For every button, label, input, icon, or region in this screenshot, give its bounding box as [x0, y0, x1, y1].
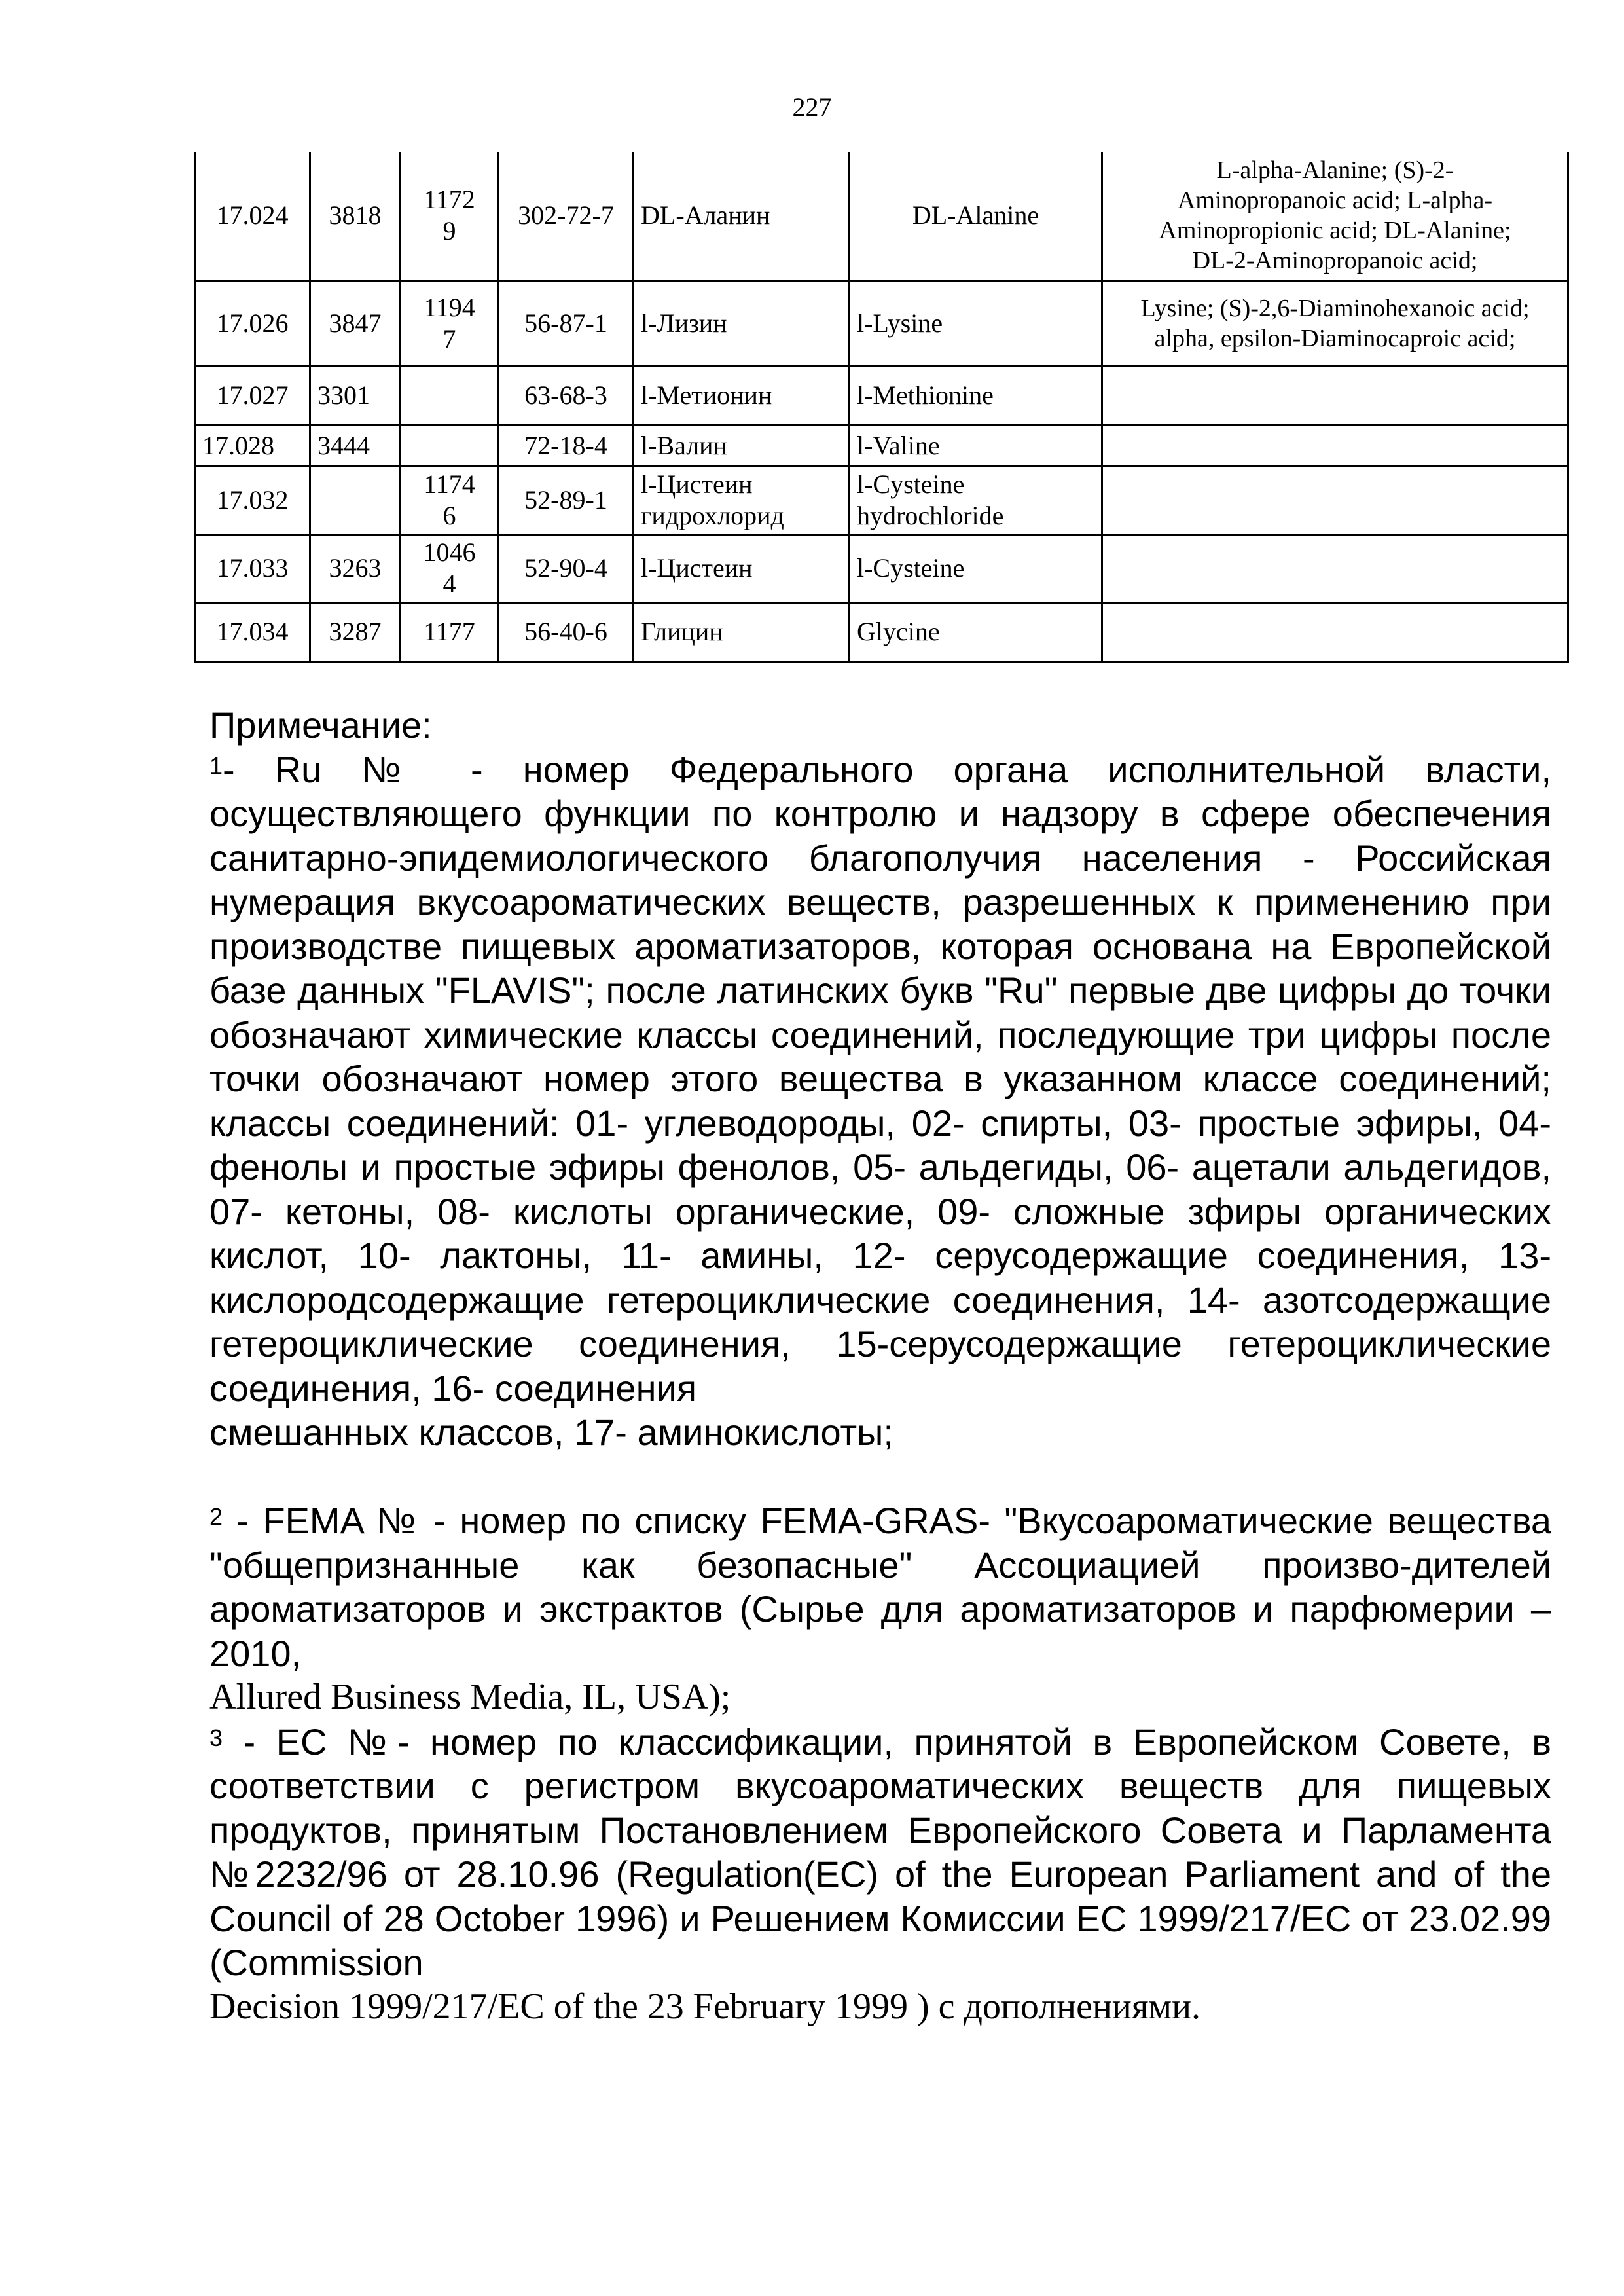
ru-number-cell: 17.026 — [195, 280, 310, 366]
name-ru-cell: DL-Аланин — [634, 152, 850, 280]
synonyms-cell — [1102, 466, 1568, 534]
footnote-2-last-line: Allured Business Media, IL, USA); — [209, 1677, 731, 1717]
ru-number-cell: 17.034 — [195, 602, 310, 661]
footnote-3 — [209, 1720, 1551, 1985]
footnote-marker: 1 — [209, 752, 223, 779]
notes-title: Примечание: — [209, 704, 432, 746]
ru-number-cell: 17.024 — [195, 152, 310, 280]
cas-number-cell: 302-72-7 — [499, 152, 634, 280]
notes-section — [209, 703, 1551, 2029]
name-en-cell: l-Lysine — [850, 280, 1102, 366]
fema-number-cell: 3287 — [310, 602, 401, 661]
fema-number-cell: 3444 — [310, 425, 401, 466]
ru-number-cell: 17.032 — [195, 466, 310, 534]
name-ru-cell: l-Цистеин — [634, 534, 850, 602]
name-ru-cell: l-Валин — [634, 425, 850, 466]
ec-number-cell — [401, 425, 499, 466]
fema-number-cell — [310, 466, 401, 534]
spacer — [209, 1455, 1551, 1499]
cas-number-cell: 56-87-1 — [499, 280, 634, 366]
cas-number-cell: 72-18-4 — [499, 425, 634, 466]
fema-number-cell: 3263 — [310, 534, 401, 602]
table-row — [195, 425, 1568, 466]
ru-number-cell: 17.028 — [195, 425, 310, 466]
ec-number-cell: 1177 — [401, 602, 499, 661]
footnote-marker: 2 — [209, 1503, 223, 1530]
ec-number-cell: 1194 7 — [401, 280, 499, 366]
footnote-1 — [209, 748, 1551, 1411]
table-row — [195, 152, 1568, 280]
name-ru-cell: l-Лизин — [634, 280, 850, 366]
footnote-3-last-line: Decision 1999/217/EC of the 23 February 1999 ) с дополнениями. — [209, 1986, 1201, 2027]
name-en-cell: DL-Alanine — [850, 152, 1102, 280]
footnote-text: - FEMA № - номер по списку FEMA-GRAS- "Вкусоароматические вещества "общепризнанные как безопасные" Ассоциацией произво-дителей ароматизаторов и экстрактов (Сырье для ароматизаторов и парфюмерии – 2010, — [209, 1500, 1551, 1674]
amino-acids-table — [194, 152, 1569, 663]
footnote-text: - Ru № - номер Федерального органа исполнительной власти, осуществляющего функции по контролю и надзору в сфере обеспечения санитарно-эпидемиологического благополучия населения - Российская нумерация вкусоароматических веществ, разрешенных к применению при производстве пищевых ароматизаторов, которая основана на Европейской базе данных "FLAVIS"; после латинских букв "Ru" первые две цифры до точки обозначают химические классы соединений, последующие три цифры после точки обозначают номер этого вещества в указанном классе соединений; классы соединений: 01- углеводороды, 02- спирты, 03- простые эфиры, 04- фенолы и простые эфиры фенолов, 05- альдегиды, 06- ацетали альдегидов, 07- кетоны, 08- кислоты органические, 09- сложные зфиры органических кислот, 10- лактоны, 11- амины, 12- серусодержащие соединения, 13- кислородсодержащие гетероциклические соединения, 14- азотсодержащие гетероциклические соединения, 15-серусодержащие гетероциклические соединения, 16- соединения — [209, 748, 1551, 1409]
table-row — [195, 534, 1568, 602]
ec-number-cell: 1046 4 — [401, 534, 499, 602]
ru-number-cell: 17.027 — [195, 366, 310, 425]
synonyms-cell — [1102, 425, 1568, 466]
table-row — [195, 280, 1568, 366]
ec-number-cell: 1174 6 — [401, 466, 499, 534]
name-ru-cell: l-Метионин — [634, 366, 850, 425]
name-en-cell: Glycine — [850, 602, 1102, 661]
fema-number-cell: 3847 — [310, 280, 401, 366]
name-en-cell: l-Methionine — [850, 366, 1102, 425]
ru-number-cell: 17.033 — [195, 534, 310, 602]
synonyms-cell — [1102, 534, 1568, 602]
cas-number-cell: 52-89-1 — [499, 466, 634, 534]
synonyms-cell — [1102, 366, 1568, 425]
name-ru-cell: Глицин — [634, 602, 850, 661]
name-en-cell: l-Cysteine — [850, 534, 1102, 602]
ec-number-cell: 1172 9 — [401, 152, 499, 280]
table-row — [195, 602, 1568, 661]
name-en-cell: l-Valine — [850, 425, 1102, 466]
synonyms-cell — [1102, 602, 1568, 661]
name-en-cell: l-Cysteine hydrochloride — [850, 466, 1102, 534]
footnote-marker: 3 — [209, 1724, 223, 1751]
footnote-text: - ЕС №- номер по классификации, принятой в Европейском Совете, в соответствии с регистром вкусоароматических веществ для пищевых продуктов, принятым Постановлением Европейского Совета и Парламента №2232/96 от 28.10.96 (Regulation(EC) of the European Parliament and of the Council of 28 October 1996) и Решением Комиссии ЕС 1999/217/ЕС от 23.02.99 (Commission — [209, 1721, 1551, 1983]
name-ru-cell: l-Цистеин гидрохлорид — [634, 466, 850, 534]
footnote-2 — [209, 1499, 1551, 1675]
ec-number-cell — [401, 366, 499, 425]
synonyms-cell: L-alpha-Alanine; (S)-2- Aminopropanoic acid; L-alpha- Aminopropionic acid; DL-Alanine; DL-2-Aminopropanoic acid; — [1102, 152, 1568, 280]
cas-number-cell: 52-90-4 — [499, 534, 634, 602]
fema-number-cell: 3301 — [310, 366, 401, 425]
page-number: 227 — [792, 92, 832, 122]
footnote-1-last-line: смешанных классов, 17- аминокислоты; — [209, 1412, 893, 1453]
fema-number-cell: 3818 — [310, 152, 401, 280]
cas-number-cell: 56-40-6 — [499, 602, 634, 661]
table-row — [195, 366, 1568, 425]
cas-number-cell: 63-68-3 — [499, 366, 634, 425]
synonyms-cell: Lysine; (S)-2,6-Diaminohexanoic acid; alpha, epsilon-Diaminocaproic acid; — [1102, 280, 1568, 366]
table-row — [195, 466, 1568, 534]
